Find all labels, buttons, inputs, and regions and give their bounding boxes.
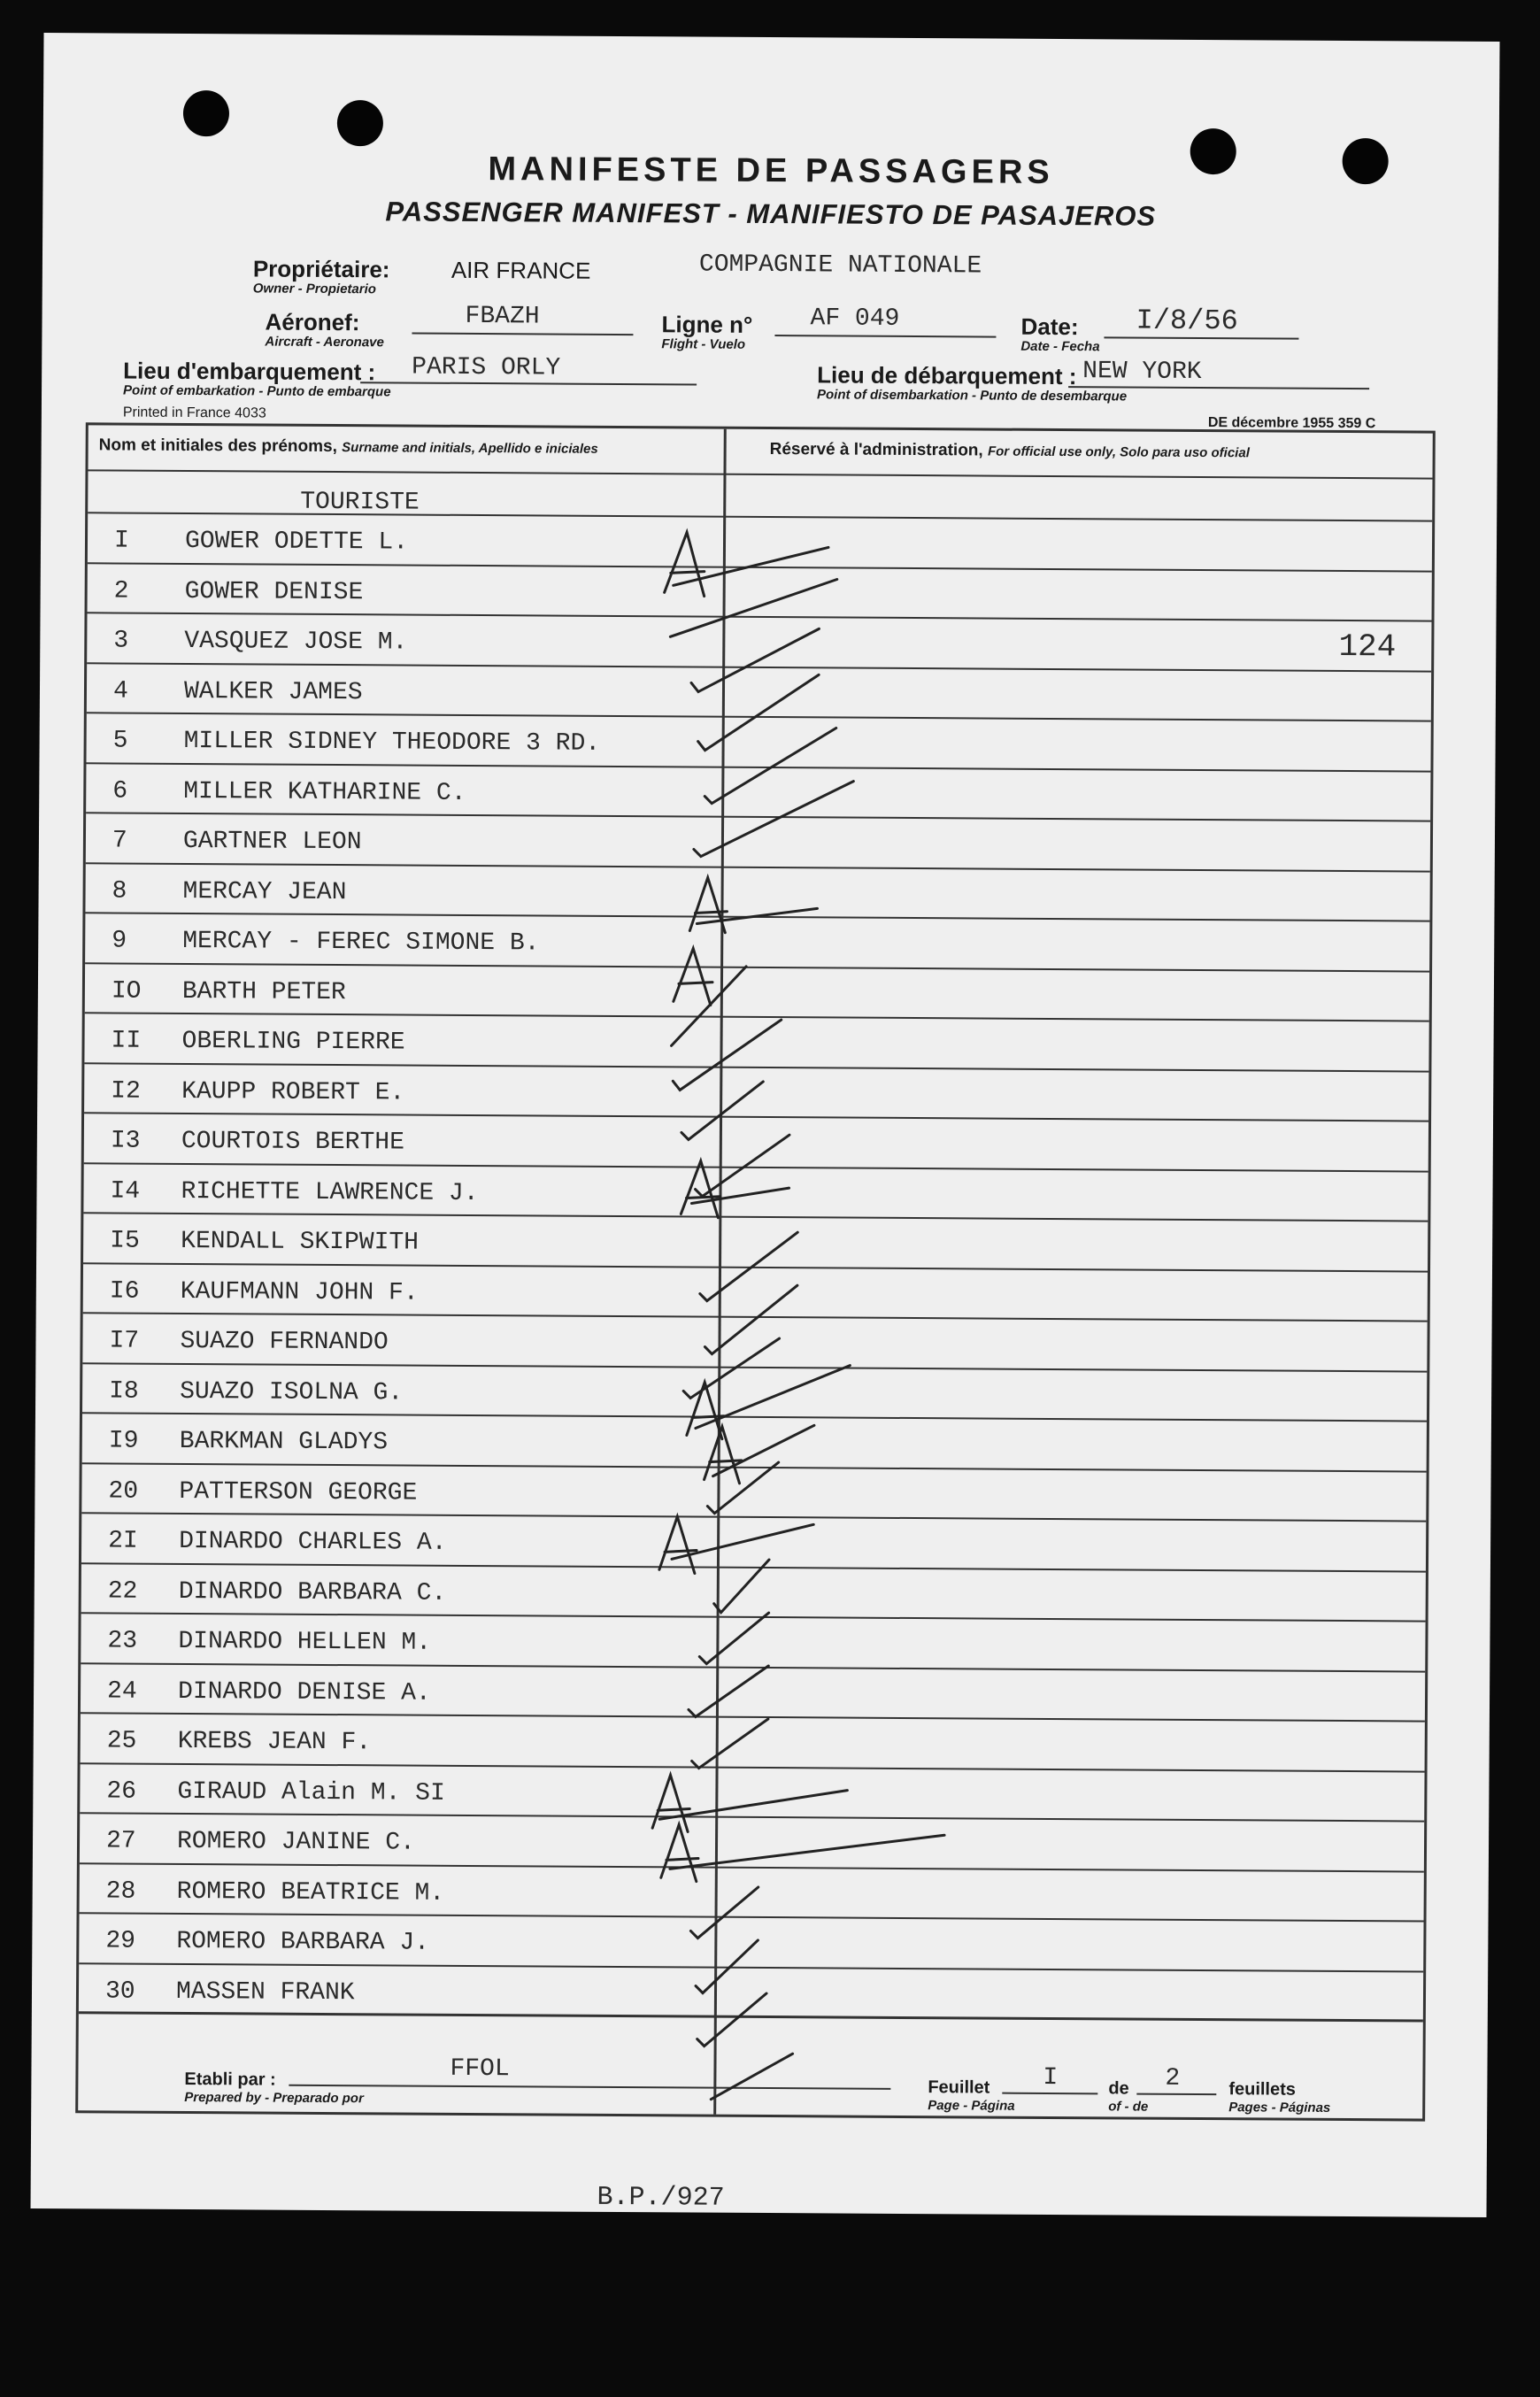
manifest-sheet [31, 33, 1500, 2217]
disembarkation-value: NEW YORK [1082, 358, 1202, 386]
of-underline [1136, 2093, 1216, 2096]
embarkation-value: PARIS ORLY [412, 353, 561, 382]
date-value: I/8/56 [1136, 304, 1238, 338]
manifest-subtitle: PASSENGER MANIFEST - MANIFIESTO DE PASAJEROS [385, 196, 1157, 232]
table-row [81, 1614, 1425, 1672]
passenger-name: ROMERO JANINE C. [176, 1827, 415, 1857]
table-row [85, 864, 1429, 922]
sheet-value: I [1043, 2063, 1059, 2093]
passenger-name: KAUFMANN JOHN F. [180, 1277, 419, 1307]
passenger-number: 23 [107, 1627, 138, 1655]
table-row [82, 1414, 1427, 1472]
table-row [81, 1464, 1426, 1522]
aircraft-sub: Aircraft - Aeronave [265, 334, 384, 351]
aircraft-underline [412, 333, 633, 336]
passenger-number: 26 [106, 1777, 137, 1806]
admin-column-sub: For official use only, Solo para uso oficial [987, 443, 1250, 461]
table-row [86, 813, 1430, 872]
passenger-name: OBERLING PIERRE [181, 1027, 405, 1057]
form-date-note: DE décembre 1955 359 C [1207, 415, 1376, 432]
prepared-by-underline [289, 2085, 890, 2090]
passenger-number: I [113, 527, 129, 555]
manifest-title: MANIFESTE DE PASSAGERS [488, 150, 1054, 191]
table-row [81, 1714, 1425, 1772]
passenger-number: I5 [110, 1227, 140, 1255]
passenger-number: II [111, 1027, 142, 1055]
passenger-name: DINARDO HELLEN M. [178, 1627, 432, 1657]
flight-underline [774, 335, 996, 338]
document-stamp: B.P./927 [597, 2182, 725, 2214]
passenger-name: VASQUEZ JOSE M. [184, 627, 408, 657]
embarkation-underline [360, 382, 697, 385]
sheets-sub: Pages - Páginas [1228, 2100, 1331, 2116]
passenger-number: I6 [109, 1276, 140, 1306]
table-row [85, 913, 1429, 972]
names-column-header [99, 435, 598, 458]
names-column-sub: Surname and initials, Apellido e iniciales [342, 440, 598, 457]
admin-note: 124 [1338, 628, 1397, 666]
printed-in-note: Printed in France 4033 [122, 405, 266, 421]
passenger-name: SUAZO FERNANDO [180, 1327, 389, 1357]
date-underline [1104, 336, 1298, 339]
passenger-name: DINARDO BARBARA C. [178, 1577, 447, 1607]
table-row [83, 1214, 1428, 1272]
flight-value: AF 049 [810, 304, 900, 333]
date-sub: Date - Fecha [1020, 338, 1100, 355]
passenger-name: KENDALL SKIPWITH [181, 1227, 420, 1257]
table-row [80, 1864, 1424, 1923]
passenger-name: BARKMAN GLADYS [179, 1427, 389, 1457]
of-value: 2 [1165, 2064, 1181, 2093]
owner-label: Propriétaire: [252, 255, 390, 283]
passenger-number: 4 [112, 676, 128, 705]
passenger-name: MASSEN FRANK [175, 1977, 355, 2007]
passenger-name: GOWER ODETTE L. [184, 527, 409, 557]
passenger-name: ROMERO BARBARA J. [176, 1927, 430, 1957]
admin-column-label: Réservé à l'administration, [769, 440, 983, 460]
table-row [80, 1764, 1424, 1823]
passenger-name: WALKER JAMES [183, 677, 363, 706]
passenger-name: MERCAY - FEREC SIMONE B. [182, 927, 540, 958]
disembarkation-sub: Point of disembarkation - Punto de desembarque [816, 387, 1128, 405]
passenger-name: BARTH PETER [181, 977, 346, 1006]
table-row [81, 1564, 1426, 1622]
table-row [87, 613, 1431, 672]
prepared-by-sub: Prepared by - Preparado por [184, 2090, 364, 2107]
passenger-number: 2 [113, 576, 129, 605]
passenger-number: 30 [104, 1977, 135, 2006]
passenger-name: SUAZO ISOLNA G. [180, 1377, 404, 1407]
passenger-name: MILLER SIDNEY THEODORE 3 RD. [183, 727, 601, 758]
aircraft-value: FBAZH [465, 302, 540, 331]
embarkation-sub: Point of embarkation - Punto de embarque [123, 382, 391, 400]
sheet-sub: Page - Página [928, 2098, 1015, 2114]
prepared-by-value: FFOL [450, 2054, 510, 2084]
passenger-name: RICHETTE LAWRENCE J. [181, 1177, 479, 1207]
passenger-name: PATTERSON GEORGE [179, 1477, 418, 1507]
table-row [81, 1514, 1426, 1572]
passenger-number: 25 [106, 1727, 137, 1755]
table-row [84, 1064, 1428, 1122]
table-row [79, 1914, 1423, 1972]
of-sub: of - de [1108, 2099, 1149, 2115]
table-row [84, 1114, 1428, 1172]
passenger-number: 9 [112, 927, 127, 955]
passenger-number: 3 [113, 627, 129, 655]
sheet-underline [1002, 2093, 1097, 2095]
passenger-number: 8 [112, 876, 127, 906]
passenger-name: KREBS JEAN F. [177, 1727, 372, 1757]
table-row [80, 1814, 1424, 1872]
table-row [79, 1964, 1423, 2023]
table-row [86, 764, 1430, 822]
passenger-name: DINARDO DENISE A. [177, 1677, 431, 1707]
of-label: de [1108, 2078, 1129, 2099]
passenger-number: I7 [109, 1327, 140, 1355]
table-row [84, 1014, 1428, 1072]
admin-column-header [770, 440, 1250, 462]
passenger-number: 7 [112, 827, 127, 855]
passenger-number: 6 [112, 776, 128, 805]
passenger-name: MERCAY JEAN [182, 877, 347, 906]
table-row [83, 1164, 1428, 1222]
form-footer [78, 2054, 1422, 2121]
passenger-number: I2 [111, 1076, 141, 1106]
passenger-number: I3 [110, 1127, 141, 1155]
passenger-name: GIRAUD Alain M. SI [177, 1777, 445, 1807]
table-row [82, 1314, 1427, 1372]
sheet-label: Feuillet [928, 2077, 990, 2098]
section-label: TOURISTE [300, 488, 420, 517]
owner-sub: Owner - Propietario [252, 281, 377, 297]
embarkation-label: Lieu d'embarquement : [123, 357, 376, 386]
passenger-number: 24 [106, 1676, 137, 1706]
passenger-number: I4 [110, 1176, 141, 1206]
sheets-label: feuillets [1228, 2079, 1296, 2100]
table-row [83, 1264, 1428, 1322]
punch-hole [183, 90, 229, 136]
section-row [88, 469, 1432, 521]
table-row [82, 1364, 1427, 1422]
table-row [88, 513, 1432, 572]
prepared-by-label: Etabli par : [184, 2069, 276, 2090]
names-column-label: Nom et initiales des prénoms, [98, 435, 337, 457]
passenger-name: KAUPP ROBERT E. [181, 1077, 405, 1107]
flight-label: Ligne n° [661, 311, 753, 338]
table-row [87, 664, 1431, 722]
disembarkation-label: Lieu de débarquement : [817, 361, 1077, 390]
passenger-name: ROMERO BEATRICE M. [176, 1877, 445, 1908]
passenger-name: MILLER KATHARINE C. [183, 777, 466, 807]
passenger-number: I9 [108, 1427, 139, 1455]
passenger-name: GARTNER LEON [182, 827, 362, 857]
passenger-name: DINARDO CHARLES A. [179, 1527, 447, 1557]
passenger-number: 2I [108, 1527, 138, 1555]
passenger-number: 27 [105, 1827, 136, 1855]
aircraft-label: Aéronef: [265, 308, 360, 336]
passenger-number: IO [111, 976, 142, 1006]
punch-hole [337, 100, 383, 146]
table-row [81, 1664, 1425, 1723]
passenger-number: 28 [105, 1877, 136, 1906]
passenger-number: 29 [105, 1927, 136, 1955]
passenger-name: COURTOIS BERTHE [181, 1127, 405, 1157]
date-label: Date: [1020, 312, 1079, 341]
passenger-number: I8 [109, 1376, 139, 1406]
passenger-table [75, 422, 1436, 2121]
passenger-number: 20 [108, 1476, 139, 1506]
owner-typed-value: COMPAGNIE NATIONALE [698, 250, 982, 281]
passenger-number: 22 [107, 1576, 138, 1606]
owner-printed-value: AIR FRANCE [450, 256, 591, 284]
passenger-name: GOWER DENISE [184, 577, 364, 606]
table-row [86, 713, 1430, 772]
table-row [85, 964, 1429, 1022]
flight-sub: Flight - Vuelo [661, 336, 746, 352]
passenger-number: 5 [112, 727, 128, 755]
table-row [88, 564, 1432, 622]
